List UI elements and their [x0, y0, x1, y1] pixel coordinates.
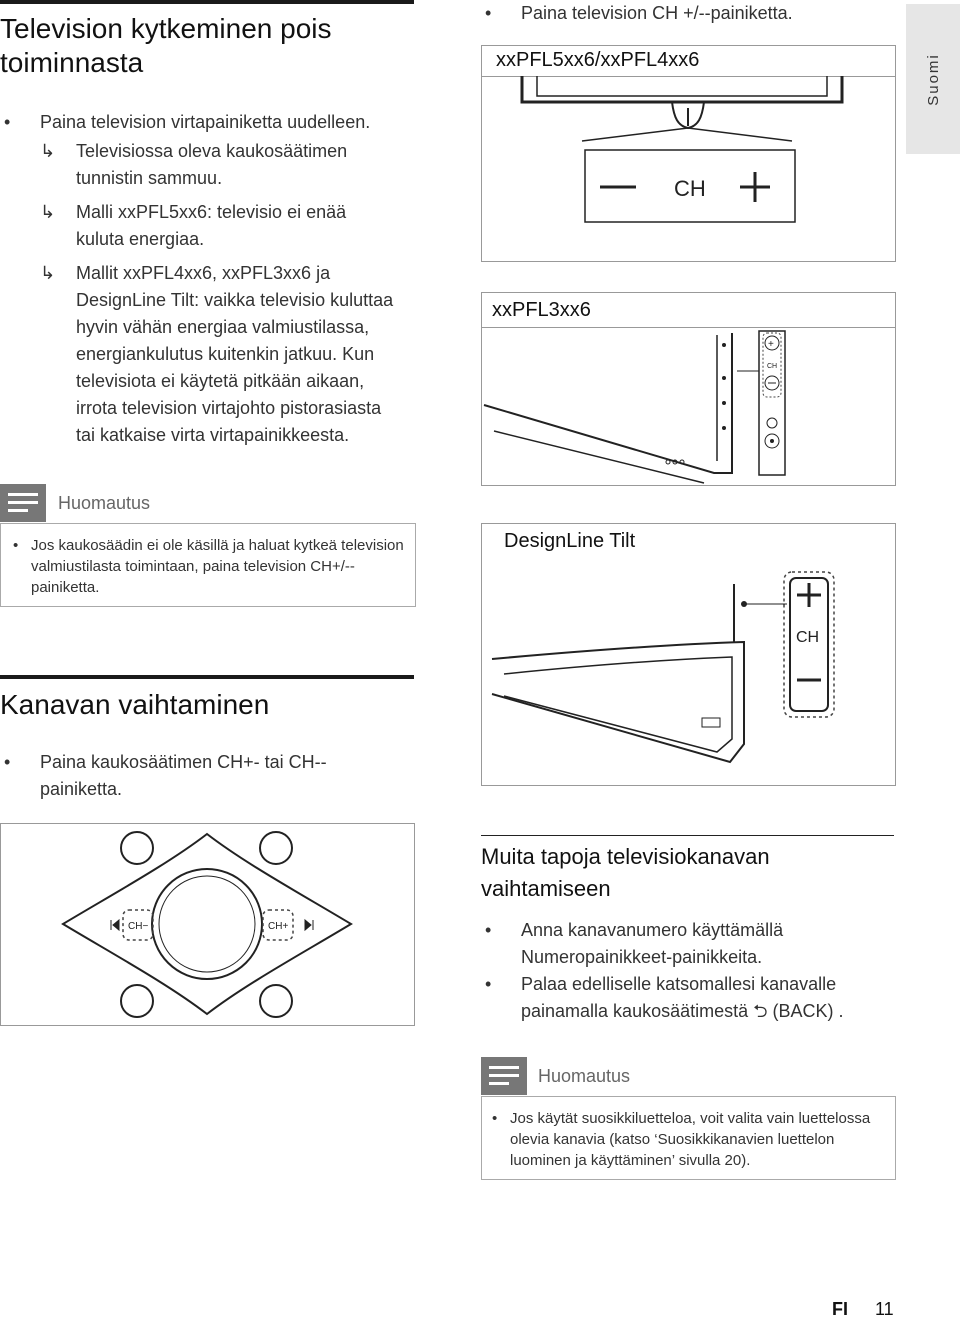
section-rule [0, 0, 414, 4]
remote-illustration [1, 824, 414, 1025]
list-item: • Paina television CH +/--painiketta. [481, 0, 901, 27]
result-arrow-icon: ↳ [40, 202, 56, 222]
section-power-off [0, 12, 414, 80]
list-item: • Anna kanavanumero käyttämällä Numeropainikkeet-painikkeita. [481, 917, 901, 971]
tv-figure-5xx6 [481, 45, 896, 262]
section-title: toiminnasta [0, 47, 144, 78]
figure-label: xxPFL3xx6 [492, 299, 591, 321]
language-tab-label: Suomi [924, 52, 942, 106]
section-rule [0, 675, 414, 679]
tv-illustration [482, 293, 895, 485]
figure-label: xxPFL5xx6/xxPFL4xx6 [496, 49, 700, 71]
result-item: ↳ Televisiossa oleva kaukosäätimen tunnistin sammuu. [40, 138, 414, 192]
channel-steps [0, 749, 414, 803]
result-item: ↳ Mallit xxPFL4xx6, xxPFL3xx6 ja DesignLine Tilt: vaikka televisio kuluttaa hyvin vähän energiaa valmiustilassa, energiankulutus kuitenkin jatkuu. Kun televisiota ei käytetä pitkään aikaan, irrota television virtajohto pistorasiasta tai katkaise virta virtapainikkeesta. [40, 260, 414, 449]
result-arrow-icon: ↳ [40, 263, 56, 283]
result-item: ↳ Malli xxPFL5xx6: televisio ei enää kuluta energiaa. [40, 199, 414, 253]
tv-figure-3xx6 [481, 292, 896, 486]
section-title: vaihtamiseen [481, 876, 611, 901]
language-tab [906, 4, 960, 154]
section-title: Muita tapoja televisiokanavan [481, 844, 770, 869]
power-off-steps [0, 109, 414, 449]
note-icon [481, 1057, 527, 1095]
note-box [481, 1096, 896, 1180]
list-item: • Jos käytät suosikkiluetteloa, voit valita vain luettelossa olevia kanavia (katso ‘Suosikkikanavien luettelon luominen ja käyttäminen’ sivulla 20). [490, 1108, 890, 1171]
note-title: Huomautus [58, 493, 151, 513]
tv-figure-designline [481, 523, 896, 786]
page-number: 11 [875, 1299, 894, 1319]
section-rule [481, 835, 894, 836]
note-icon [0, 484, 46, 522]
note-title: Huomautus [538, 1066, 631, 1086]
ch-label: CH [674, 176, 706, 201]
tv-illustration [482, 46, 895, 261]
ch-label: CH [796, 629, 820, 646]
list-item: • Paina television virtapainiketta uudelleen. ↳ Televisiossa oleva kaukosäätimen tunnistin sammuu. ↳ Malli xxPFL5xx6: televisio ei enää kuluta energiaa. ↳ Mallit xxPFL4xx6, xxPFL3xx6 ja DesignLine Tilt: vaikka televisio kuluttaa hyvin vähän energiaa valmiustilassa, energiankulutus kuitenkin jatkuu. Kun televisiota ei käytetä pitkään aikaan, irrota television virtajohto pistorasiasta tai katkaise virta virtapainikkeesta. [0, 109, 414, 449]
result-arrow-icon: ↳ [40, 141, 56, 161]
other-ways-list [481, 917, 901, 1025]
tv-channel-step [481, 0, 901, 27]
list-item: • Paina kaukosäätimen CH+- tai CH-- painiketta. [0, 749, 414, 803]
ch-plus-label: CH+ [268, 921, 289, 932]
svg-text:+: + [768, 339, 774, 350]
list-item: • Jos kaukosäädin ei ole käsillä ja haluat kytkeä television valmiustilasta toimintaan, paina television CH+/-- painiketta. [11, 535, 411, 598]
list-item: • Palaa edelliselle katsomallesi kanavalle painamalla kaukosäätimestä ⮌ (BACK) . [481, 971, 901, 1025]
section-title: Kanavan vaihtaminen [0, 689, 270, 720]
section-title: Television kytkeminen pois [0, 13, 332, 44]
remote-figure [0, 823, 415, 1026]
ch-label: CH [767, 363, 778, 370]
ch-minus-label: CH− [128, 921, 149, 932]
tv-illustration [482, 524, 895, 785]
section-other-ways [481, 841, 894, 905]
footer-language: FI [832, 1299, 848, 1319]
note-box [0, 523, 416, 607]
figure-label: DesignLine Tilt [504, 530, 636, 552]
